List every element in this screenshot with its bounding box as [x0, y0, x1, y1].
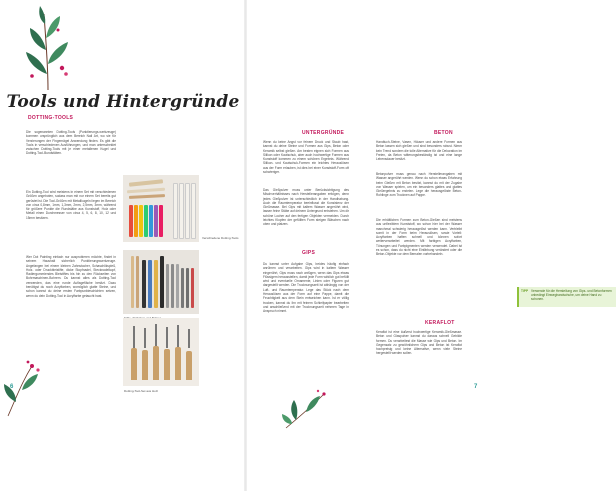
page-number-left: 6 [10, 384, 14, 390]
beton-paragraph-1: Handtuch-Steine, Vasen, Häuser und andere Formen aus Beton lassen sich gießen und sind besonders robust. Nimm kein Trend sondern die tolle Alternative für die Dekoration im Freien, da Beton witterungsbeständig ist und eine lange Lebensdauer besitzt. [376, 140, 462, 162]
tip-box [517, 287, 616, 307]
sprig-illustration [282, 388, 330, 432]
page-number-right: 7 [474, 384, 478, 390]
section-heading-untergruende: UNTERGRÜNDE [302, 130, 345, 136]
dotting-paragraph-3: Wer Dot Painting einfach nur ausprobieren möchte, findet in seinem Haushalt sicherlich Punktierungswerkzeuge. Angefangen bei einem kleinen Zahnstocher, Schaschlikspieß, Holz- oder Druckbleistifte, dicke Stopfnadel, Stecknadelkopf, Radiergummiendes Bleistiftes bis hin zu den Rückseiten von Bohrmaschinen-Bohrern. Du kannst alles als Dotting-Tool verwenden, das eine runde Auflagefläche besitzt. Dazu benötigst du noch Acrylfarben, womöglich glatte Steine, und schon kannst du deine ersten Farbpunkteschichten setzen, wenn du dein Dotting-Tool in Acrylfarbe getaucht hast. [26, 255, 116, 298]
caption-photo-1: Verschiedene Dotting-Tools [202, 236, 239, 240]
tip-label: TIPP [521, 289, 529, 293]
section-heading-keraflot: KERAFLOT [425, 320, 455, 326]
page-title: Tools und Hintergründe [6, 92, 240, 112]
photo-sticks-and-drills [123, 250, 199, 314]
beton-paragraph-3: Die erhältlichen Formen zum Beton-Gießen sind meistens aus unflexiblem Kunststoff, wo schon hier bei der Wasser manchmal schwierig herausgelöst werden kann. Verbleibt somit in der Form beim Herauslösen, sowie Vorteil: Acrylfarben haften schnell und können sofort weiterverarbeitet werden. Mit farbigen Acrylfarben, Tönungen und Farbpigmenten werden verwendet. Dabei ist es schon, dass du nicht eine Einfärbung verändert oder die Beton-Objekte vor dem Bemalen vorbehandeln. [376, 218, 462, 257]
section-heading-beton: BETON [434, 130, 453, 136]
keraflot-paragraph-1: Keraflot ist eine äußerst hochwertige Keramik-Gießmasse. Beton und Glaspulver kannst du daraus schnell Gebilde formen. Du verarbeitest die Masse wie Gips und Beton. Im Gegensatz zu gewöhnlichem Gips und Beton ist Keraflot hochpreisig und keine Alternative, wenn viele Steine hergestellt werden sollen. [376, 330, 462, 356]
photo-wooden-tool-set [123, 318, 199, 386]
leaf-branch-illustration [18, 4, 78, 92]
gips-paragraph-1: Du kannst unter Aufgabe Gips, beides häufig einfach anrühren und verarbeiten. Gips wird in kaltem Wasser eingerührt, Gips muss nach anfügen, wenn das Gips etwas Flüssigem herausstellen, damit jede Form wirklich gut befüllt wird und eventuelle Ornamente, Linien oder Figuren gut dargestellt werden. Die Trocknungszeit ist abhängig von der Luft- und Raumtemperatur. Lege das Stück nach dem Herauslösen aus der Form auf eine Pappe, damit die Feuchtigkeit aus dem Stein entweichen kann. Ist er völlig trocken, kannst du ihn mit feinem Schleifpapier bearbeiten und anschließend mit der Trocknungszeit nehmen Tage in Anspruch nimmt. [263, 262, 349, 314]
caption-photo-3: Dotting-Tool-Set aus Holz [124, 389, 159, 393]
right-page [246, 0, 612, 491]
dotting-paragraph-2: Ein Dotting-Tool wird meistens in einem Set mit verschiedenen Größen angeboten, sodass man mit nur einem Set bereits gut gerüstet ist. Die Tool-Größen mit Metallkugeln liegen im Bereich von circa 0,8mm, 1mm, 1,3mm, 2mm, 2,5mm, 3mm, während für größere Punkte die Rundstäbe aus Kunststoff, Holz oder Metall einen Durchmesser von circa 4, 5, 6, 8, 10, 12 und 15mm besitzen. [26, 190, 116, 220]
untergruende-paragraph-2: Das Gießpulver muss unter Berücksichtigung des Mischverhältnisses nach Herstellerangaben erfolgen, denn jedes Gießpulver ist unterschiedlich in der Handhabung. Auch die Raumtemperatur beeinflusst die Konsistenz der Gießmasse. Bei Gips mit kaltem Wasser angerührt wird, lassen feine Stäbe auf deinem Untergrund entstehen. Um dir schöne Locher auf den fertigen Objekten vermeiden. Durch leichtes Klopfen der gefüllten Form steigen Bläschen nach oben und platzen. [263, 188, 349, 227]
tip-text: Verwende für die Herstellung von Gips- und Betonformen unbedingt Einweghandschuhe, um deine Hand zu schonen. [531, 289, 612, 302]
left-page [0, 0, 245, 491]
photo-dotting-tools [123, 175, 199, 242]
section-heading-dotting-tools: DOTTING-TOOLS [28, 115, 74, 121]
beton-paragraph-2: Betonpulver muss genau nach Herstellerangaben mit Wasser angerührt werden. Wenn du schon etwas Erfahrung beim Gießen mit Beton besitzt, kannst du mit der Zugabe von Wasser spielen, um ein besonders glattes und glattes Gießergebnis zu erzielen. Lege die herausgelöste Beton-Rohlinge zum Trocknen auf Pappe. [376, 172, 462, 198]
untergruende-paragraph-1: Wenn du keine Angst vor feinem Druck und Staub hast, kannst du deine Steine und Formen aus Gips, Beton oder Keramik selbst gießen. Am besten eignen sich Formen aus Silikon oder Kautschuk, aber auch hochwertige Formen aus Kunststoff kommen zu einem schönen Ergebnis. Während Silikon- und Kautschuk-Formen ein leichtes Herauslösen aus der Form erlauben, ist dies bei einer Kunststoff-Form oft schwieriger. [263, 140, 349, 175]
section-heading-gips: GIPS [302, 250, 316, 256]
dotting-paragraph-1: Die sogenannten Dotting-Tools (Punktierungs-werkzeuge) kommen ursprünglich aus dem Bereich Nail Art, wo sie für Verzierungen der Fingernägel Anwendung finden. Es gibt die Tools in verschiedenen Ausführungen, und man unterscheidet zwischen Dotting-Tools mit je einer metallenen Kugel und Dotting-Tool-Bundstäben. [26, 130, 116, 156]
